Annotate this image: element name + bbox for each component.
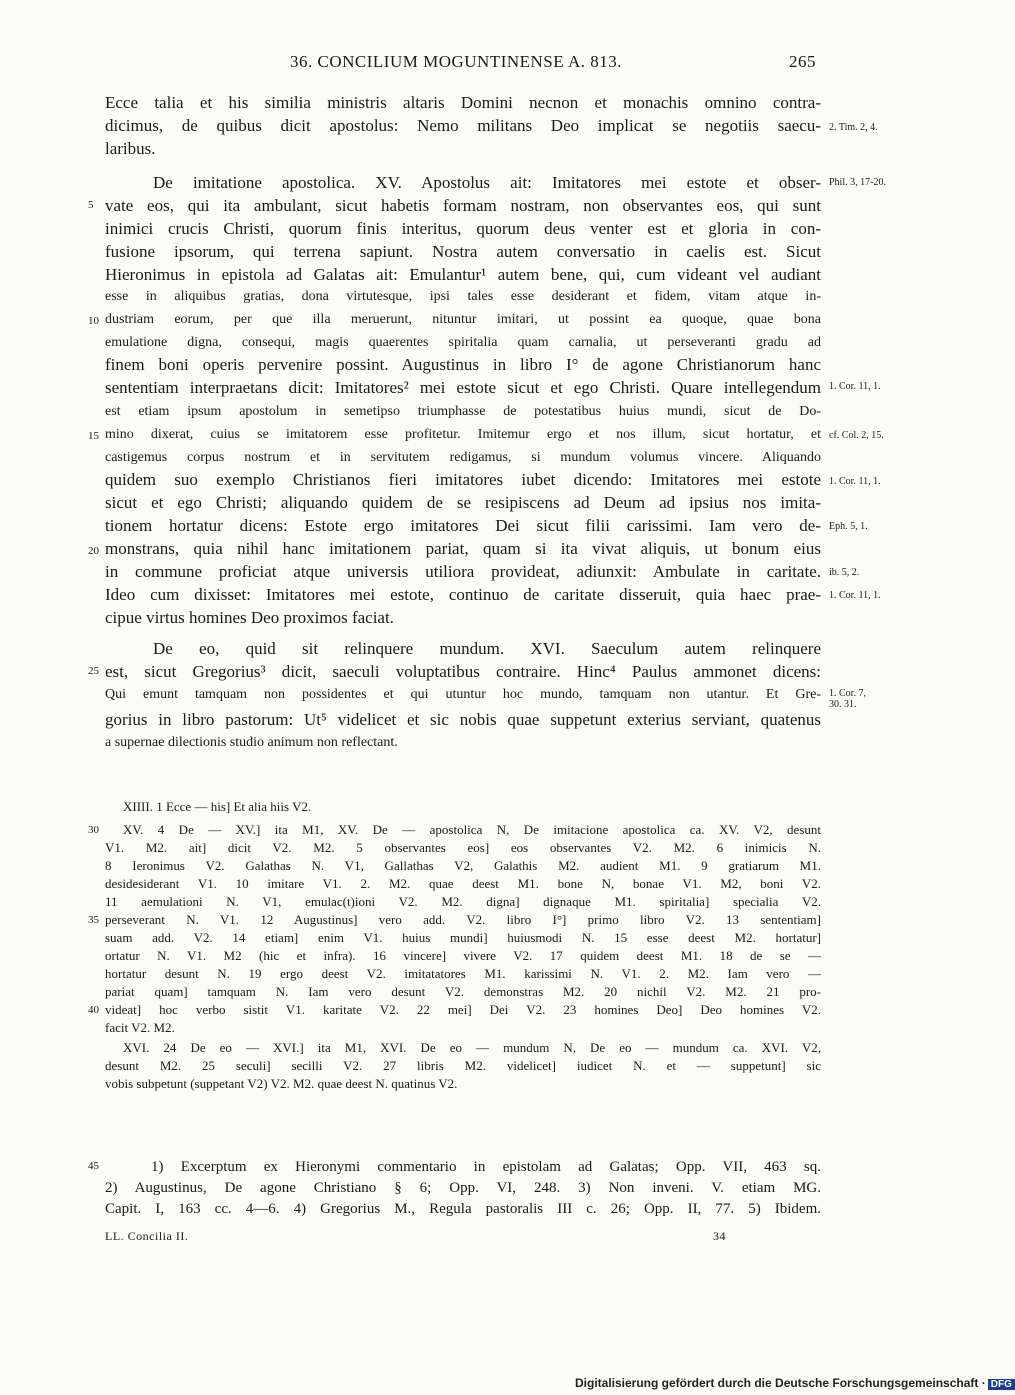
apparatus-line: desidesiderant V1. 10 imitare V1. 2. M2. quae deest M1. bone N, bonae V1. M2, boni V2. <box>105 876 821 891</box>
apparatus-line: perseverant N. V1. 12 Augustinus] vero add. V2. libro I°] primo libro V2. 13 sententiam] <box>105 912 821 927</box>
apparatus-line: vobis subpetunt (suppetant V2) V2. M2. quae deest N. quatinus V2. <box>105 1076 458 1091</box>
text-line: sicut et ego Christi; aliquando quidem de se resipiscens ad Deum ad ipsius nos imita- <box>105 493 821 512</box>
text-line: est, sicut Gregorius³ dicit, saeculi voluptatibus contraire. Hinc⁴ Paulus ammonet dicens: <box>105 662 821 681</box>
line-number: 25 <box>88 665 99 677</box>
margin-reference: cf. Col. 2, 15. <box>829 430 884 441</box>
apparatus-line: 11 aemulationi N. V1, emulac(t)ioni V2. M2. digna] dignaque M1. spiritalia] specialia V2. <box>105 894 821 909</box>
text-line: esse in aliquibus gratias, dona virtutesque, ipsi tales esse desiderant et fidem, vitam atque in- <box>105 289 821 304</box>
apparatus-line: XVI. 24 De eo — XVI.] ita M1, XVI. De eo — mundum N, De eo — mundum ca. XVI. V2, <box>123 1040 821 1055</box>
apparatus-line: pariat quam] tamquam N. Iam vero desunt V2. demonstras M2. 20 nichil V2. M2. 21 pro- <box>105 984 821 999</box>
text-line: Qui emunt tamquam non possidentes et qui utuntur hoc mundo, tamquam non utantur. Et Gre- <box>105 687 821 702</box>
apparatus-line: XV. 4 De — XV.] ita M1, XV. De — apostolica N, De imitacione apostolica ca. XV. V2, desunt <box>123 822 821 837</box>
text-line: De imitatione apostolica. XV. Apostolus ait: Imitatores mei estote et obser- <box>153 173 821 192</box>
apparatus-line: 8 Ieronimus V2. Galathas N. V1, Gallathas V2, Galathis M2. audient M1. 9 gratiarum M1. <box>105 858 821 873</box>
signature-series: LL. Concilia II. <box>105 1229 189 1243</box>
line-number: 20 <box>88 545 99 557</box>
line-number: 5 <box>88 199 94 211</box>
funding-notice <box>575 1376 1015 1390</box>
text-line: dustriam eorum, per que illa meruerunt, nituntur imitari, ut possint ea quoque, quae bona <box>105 312 821 327</box>
footnote-line: 2) Augustinus, De agone Christiano § 6; Opp. VI, 248. 3) Non inveni. V. etiam MG. <box>105 1180 821 1196</box>
text-line: emulatione digna, consequi, magis quaerentes spiritalia quam carnalia, ut perseveranti gradu ad <box>105 335 821 350</box>
apparatus-line: facit V2. M2. <box>105 1020 175 1035</box>
text-line: fusione ipsorum, qui terrena sapiunt. Nostra autem conversatio in caelis est. Sicut <box>105 242 821 261</box>
apparatus-line: hortatur desunt N. 19 ergo deest V2. imitatatores M1. karissimi N. V1. 2. M2. Iam vero — <box>105 966 821 981</box>
line-number: 40 <box>88 1004 99 1016</box>
margin-reference: 30. 31. <box>829 699 857 710</box>
line-number: 35 <box>88 914 99 926</box>
margin-reference: 1. Cor. 11, 1. <box>829 476 881 487</box>
text-line: Hieronimus in epistola ad Galatas ait: Emulantur¹ autem bene, qui, cum videant vel audiant <box>105 265 821 284</box>
margin-reference: Phil. 3, 17-20. <box>829 177 886 188</box>
apparatus-line: desunt M2. 25 seculi] secilli V2. 27 libris M2. videlicet] iudicet N. et — suppetunt] sic <box>105 1058 821 1073</box>
margin-reference: ib. 5, 2. <box>829 567 860 578</box>
page-number: 265 <box>789 52 816 71</box>
footnote-line: Capit. I, 163 cc. 4—6. 4) Gregorius M., Regula pastoralis III c. 26; Opp. II, 77. 5) Ibidem. <box>105 1201 821 1217</box>
dfg-logo: DFG <box>988 1379 1015 1390</box>
margin-reference: 1. Cor. 11, 1. <box>829 381 881 392</box>
apparatus-line: videat] hoc verbo sistit V1. karitate V2. 22 mei] Dei V2. 23 homines Deo] Deo homines V2. <box>105 1002 821 1017</box>
text-line: a supernae dilectionis studio animum non reflectant. <box>105 735 398 750</box>
margin-reference: Eph. 5, 1. <box>829 521 868 532</box>
text-line: vate eos, qui ita ambulant, sicut habetis formam nostram, non observantes eos, qui sunt <box>105 196 821 215</box>
margin-reference: 1. Cor. 7, <box>829 688 866 699</box>
text-line: mino dixerat, cuius se imitatorem esse profitetur. Imitemur ergo et nos illum, sicut hortatur, et <box>105 427 821 442</box>
margin-reference: 1. Cor. 11, 1. <box>829 590 881 601</box>
text-line: Ecce talia et his similia ministris altaris Domini necnon et monachis omnino contra- <box>105 93 821 112</box>
text-line: laribus. <box>105 139 156 158</box>
text-line: dicimus, de quibus dicit apostolus: Nemo militans Deo implicat se negotiis saecu- <box>105 116 821 135</box>
text-line: monstrans, quia nihil hanc imitationem pariat, quam si ita vivat aliquis, ut bonum eius <box>105 539 821 558</box>
text-line: De eo, quid sit relinquere mundum. XVI. Saeculum autem relinquere <box>153 639 821 658</box>
text-line: cipue virtus homines Deo proximos faciat. <box>105 608 394 627</box>
text-line: sententiam interpraetans dicit: Imitatores² mei estote sicut et ego Christi. Quare intellegendum <box>105 378 821 397</box>
text-line: finem boni operis pervenire possint. Augustinus in libro I° de agone Christianorum hanc <box>105 355 821 374</box>
text-line: est etiam ipsum apostolum in semetipso triumphasse de potestatibus huius mundi, sicut de Do- <box>105 404 821 419</box>
text-line: in commune proficiat atque universis utiliora provideat, adiunxit: Ambulate in caritate. <box>105 562 821 581</box>
apparatus-line: V1. M2. ait] dicit V2. M2. 5 observantes eos] eos observantes V2. M2. 6 inimicis N. <box>105 840 821 855</box>
funding-text: Digitalisierung gefördert durch die Deutsche Forschungsgemeinschaft · <box>575 1376 986 1390</box>
text-line: tionem hortatur dicens: Estote ergo imitatores Dei sicut filii carissimi. Iam vero de- <box>105 516 821 535</box>
margin-reference: 2. Tim. 2, 4. <box>829 122 878 133</box>
footnote-line: 1) Excerptum ex Hieronymi commentario in epistolam ad Galatas; Opp. VII, 463 sq. <box>151 1159 821 1175</box>
signature-sheet: 34 <box>713 1229 726 1243</box>
text-line: inimici crucis Christi, quorum finis interitus, quorum deus venter est et gloria in con- <box>105 219 821 238</box>
apparatus-line: XIIII. 1 Ecce — his] Et alia hiis V2. <box>123 799 312 814</box>
text-line: Ideo cum dixisset: Imitatores mei estote, continuo de caritate disseruit, quia haec prae- <box>105 585 821 604</box>
text-line: gorius in libro pastorum: Ut⁵ videlicet et sic nobis quae suppetunt exterius serviant, quatenus <box>105 710 821 729</box>
line-number: 30 <box>88 824 99 836</box>
text-line: quidem suo exemplo Christianos fieri imitatores iubet dicendo: Imitatores mei estote <box>105 470 821 489</box>
apparatus-line: ortatur N. V1. M2 (hic et infra). 16 vincere] vivere V2. 17 quidem deest M1. 18 de se — <box>105 948 821 963</box>
line-number: 45 <box>88 1160 99 1172</box>
running-header: 36. CONCILIUM MOGUNTINENSE A. 813. <box>290 52 622 71</box>
text-line: castigemus corpus nostrum et in servitutem redigamus, si mundum volumus vincere. Aliquando <box>105 450 821 465</box>
line-number: 15 <box>88 430 99 442</box>
line-number: 10 <box>88 315 99 327</box>
apparatus-line: suam add. V2. 14 etiam] enim V1. huius mundi] huiusmodi N. 15 esse deest M2. hortatur] <box>105 930 821 945</box>
